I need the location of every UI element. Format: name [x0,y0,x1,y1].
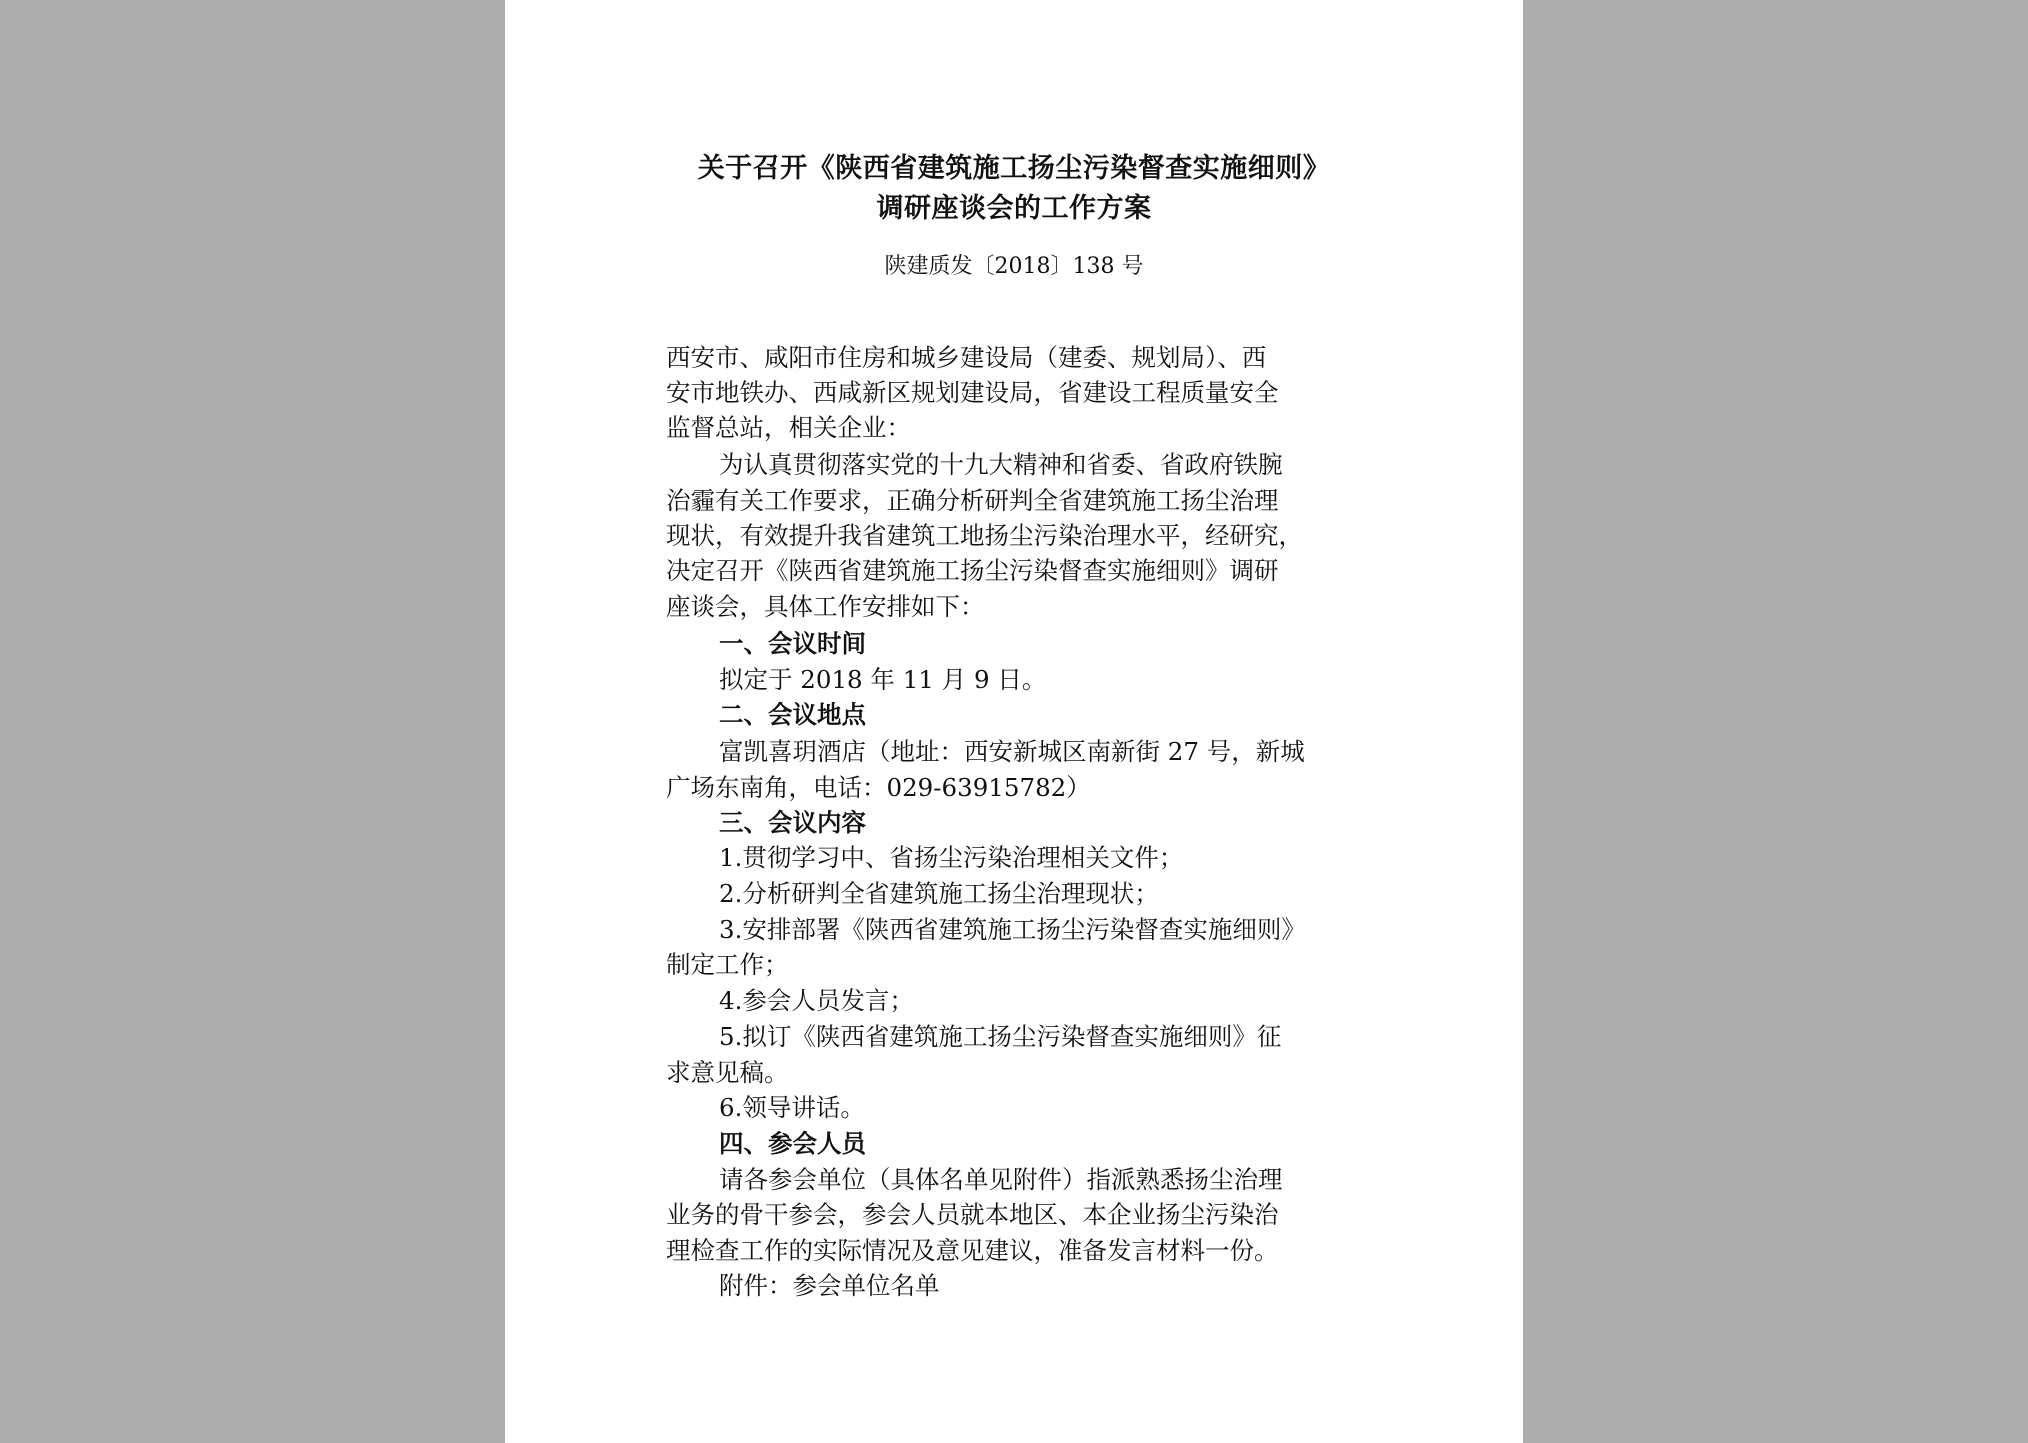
section-heading: 二、会议地点 [719,700,866,729]
body-line: 业务的骨干参会，参会人员就本地区、本企业扬尘污染治 [666,1200,1279,1229]
list-item: 4.参会人员发言； [719,986,914,1015]
list-item: 6.领导讲话。 [719,1093,865,1122]
body-line: 请各参会单位（具体名单见附件）指派熟悉扬尘治理 [719,1165,1283,1194]
list-item: 制定工作； [666,950,789,979]
body-line: 监督总站，相关企业： [666,413,911,442]
section-heading: 四、参会人员 [719,1129,866,1158]
body-line: 现状，有效提升我省建筑工地扬尘污染治理水平，经研究， [666,521,1303,550]
document-title-line-1: 关于召开《陕西省建筑施工扬尘污染督查实施细则》 [697,153,1331,184]
body-line: 西安市、咸阳市住房和城乡建设局（建委、规划局）、西 [666,343,1267,372]
section-heading: 一、会议时间 [719,629,866,658]
list-item: 1.贯彻学习中、省扬尘污染治理相关文件； [719,843,1184,872]
body-line: 理检查工作的实际情况及意见建议，准备发言材料一份。 [666,1236,1279,1265]
list-item: 求意见稿。 [666,1058,789,1087]
list-item: 5.拟订《陕西省建筑施工扬尘污染督查实施细则》征 [719,1022,1282,1051]
attachment-line: 附件：参会单位名单 [719,1271,940,1300]
body-line: 安市地铁办、西咸新区规划建设局，省建设工程质量安全 [666,378,1279,407]
section-heading: 三、会议内容 [719,808,866,837]
body-line: 富凯喜玥酒店（地址：西安新城区南新街 27 号，新城 [719,737,1305,766]
body-line: 决定召开《陕西省建筑施工扬尘污染督查实施细则》调研 [666,556,1279,585]
list-item: 3.安排部署《陕西省建筑施工扬尘污染督查实施细则》 [719,915,1306,944]
document-title-line-2: 调研座谈会的工作方案 [876,193,1152,224]
document-page [505,0,1523,1443]
body-line: 拟定于 2018 年 11 月 9 日。 [719,665,1047,694]
body-line: 座谈会，具体工作安排如下： [666,592,985,621]
body-line: 治霾有关工作要求，正确分析研判全省建筑施工扬尘治理 [666,486,1279,515]
body-line: 广场东南角，电话：029-63915782） [666,773,1091,802]
list-item: 2.分析研判全省建筑施工扬尘治理现状； [719,879,1159,908]
body-line: 为认真贯彻落实党的十九大精神和省委、省政府铁腕 [719,450,1283,479]
document-number: 陕建质发〔2018〕138 号 [884,254,1144,279]
